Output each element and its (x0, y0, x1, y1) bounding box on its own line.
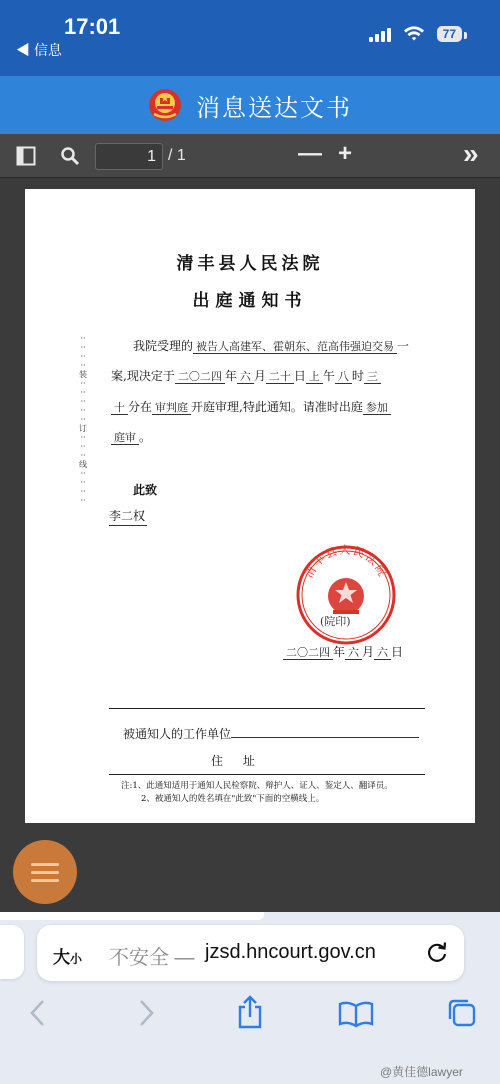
status-indicators (369, 26, 462, 42)
case-name: 被告人高建军、霍朝东、范高伟强迫交易 (193, 340, 397, 354)
body-line-3: 十 分在 审判庭 开庭审理,特此通知。请准时出庭 参加 (111, 398, 391, 415)
zoom-in-button[interactable]: + (338, 140, 353, 167)
status-time: 17:01 (64, 14, 121, 39)
document-title: 出庭通知书 (192, 291, 308, 311)
body-line-1: 我院受理的 被告人高建军、霍朝东、范高伟强迫交易 一 (133, 339, 410, 353)
zoom-out-button[interactable]: — (298, 140, 322, 167)
page-number-input[interactable] (95, 143, 163, 170)
footnote: 注:1、此通知适用于通知人民检察院、辩护人、证人、鉴定人、翻译员。 2、被通知人的姓名填在"此致"下面的空横线上。 (121, 781, 393, 804)
share-icon[interactable] (235, 995, 265, 1033)
seal-label: (院印) (320, 615, 351, 628)
divider-line (109, 774, 425, 775)
hearing-location: 审判庭 (152, 401, 191, 415)
address-bar[interactable] (37, 925, 464, 981)
menu-icon (31, 858, 59, 887)
app-header (0, 76, 500, 134)
salutation: 此致 (133, 483, 158, 497)
binding-line-mark: ·· ·· ·· ·· 装 ·· ·· ·· ·· ·· 订 ·· ·· ·· 线 ·· ·· ·· ·· (79, 334, 87, 505)
insecure-label: 不安全 — (109, 947, 195, 969)
body-line-4: 庭审 。 (111, 428, 151, 445)
svg-text:清丰县人民法院 (301, 544, 390, 580)
previous-tab[interactable] (0, 925, 24, 979)
body-line-2: 案,现决定于 二〇二四 年 六 月 二十 日 上 午 八 时 三 (111, 367, 381, 384)
url-domain: jzsd.hncourt.gov.cn (205, 941, 376, 963)
divider-line (109, 708, 425, 709)
court-name: 清丰县人民法院 (176, 254, 324, 274)
document-page (25, 189, 475, 823)
seal-text: 清丰县人民法院 (302, 544, 390, 581)
addressee-name: 李二权 (109, 507, 147, 526)
wifi-icon (403, 26, 425, 42)
battery-icon: 77 (437, 26, 462, 42)
issue-date: 二〇二四 年 六 月 六 日 (283, 643, 403, 660)
cellular-signal-icon (369, 26, 391, 42)
work-unit-field: 被通知人的工作单位 (123, 725, 419, 742)
search-icon[interactable] (58, 144, 82, 168)
more-tools-button[interactable]: » (463, 138, 479, 169)
floating-menu-button[interactable] (13, 840, 77, 904)
page-title: 消息送达文书 (196, 93, 352, 122)
address-field: 住 址 (211, 754, 263, 768)
back-to-messages-link[interactable]: ◀ 信息 (16, 42, 62, 58)
watermark: @黄佳德lawyer (380, 1065, 463, 1079)
back-arrow-icon[interactable] (28, 998, 48, 1032)
bookmarks-icon[interactable] (338, 1000, 374, 1032)
forward-arrow-icon[interactable] (136, 998, 156, 1032)
tabs-icon[interactable] (446, 997, 478, 1033)
reload-icon[interactable] (424, 939, 450, 970)
court-emblem-icon (148, 88, 182, 122)
tab-preview (0, 912, 264, 920)
page-total: / 1 (168, 147, 186, 164)
hearing-year: 二〇二四 (175, 370, 225, 384)
status-bar (0, 0, 500, 76)
pdf-toolbar (0, 134, 500, 178)
sidebar-toggle-icon[interactable] (14, 144, 38, 168)
court-seal-icon (295, 544, 397, 646)
text-size-button[interactable]: 大小 (53, 948, 83, 967)
